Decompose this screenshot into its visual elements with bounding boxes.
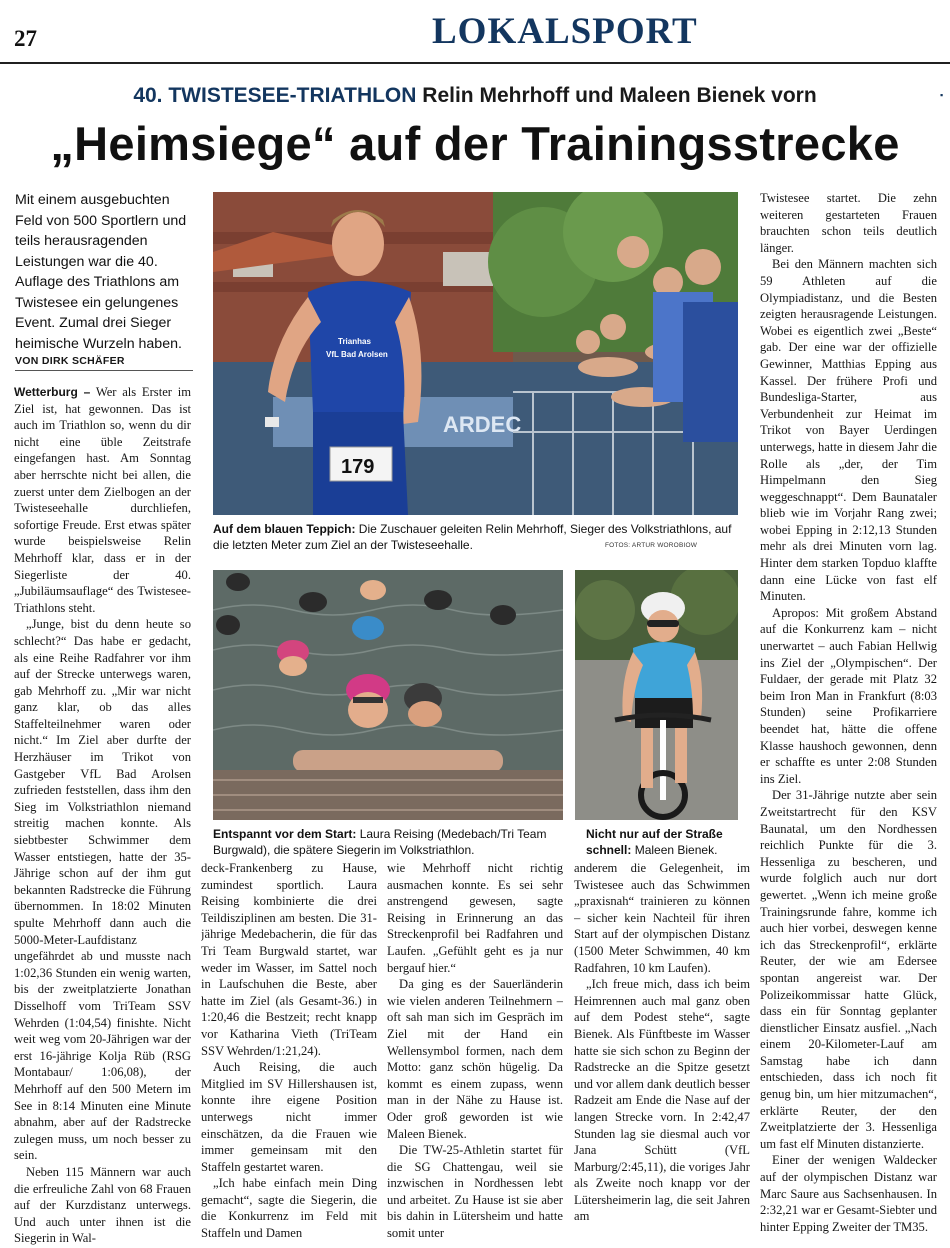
article-headline: „Heimsiege“ auf der Trainingsstrecke — [50, 117, 900, 170]
paragraph: Twistesee startet. Die zehn weiteren gestarteten Frauen brauchten schon teils deutlich länger. — [760, 191, 937, 255]
caption-text: Die Zuschauer geleiten Relin Mehrhoff, Sieger des Volkstriathlons, auf die letzten Meter zum Ziel an der Twisteseehalle. — [213, 522, 732, 552]
paragraph: Da ging es der Sauerländerin wie vielen anderen Teilnehmern – oft sah man sich im Gespräch im Ziel mit der Hand ein Wellensymbol formen, nach dem Motto: ganz schön hügelig. Da kommt es einem zupass, wenn man in der Nähe zu Hause ist. Oder groß geworden ist wie Maleen Bienek. — [387, 977, 563, 1141]
byline-rule — [15, 370, 193, 371]
paragraph: „Ich freue mich, dass ich beim Heimrennen auch mal ganz oben auf dem Podest stehe“, sagte Bienek. Als Fünftbeste im Wasser hatte sie sich schon zu Beginn der Radstrecke an die Spitze gesetzt und vor allem dank deutlich besser Radzeit am Ende die Nase auf der langen Strecke vorn. In 2:42,47 Stunden lag sie diesmal auch vor Jana Schütt (VfL Marburg/2:45,11), die voriges Jahr als Zweite noch knapp vor der Lütersheimerin lag, die seit Jahren am — [574, 977, 750, 1224]
paragraph: Auch Reising, die auch Mitglied im SV Hillershausen ist, konnte ihre eigene Position unterwegs nicht immer einschätzen, da die Frauen wie immer gemeinsam mit den Staffeln gestartet waren. — [201, 1060, 377, 1174]
paragraph — [14, 384, 191, 616]
kicker-topic: 40. TWISTESEE-TRIATHLON — [133, 84, 417, 107]
caption-cyclist — [586, 826, 738, 858]
article-column-2 — [201, 860, 377, 1246]
article-column-1 — [14, 384, 191, 1246]
caption-swim — [213, 826, 563, 858]
edge-mark: ▪ — [940, 90, 944, 100]
caption-text: Maleen Bienek. — [631, 843, 718, 857]
caption-text: Laura Reising (Medebach/Tri Team Burgwald), die spätere Siegerin im Volkstriathlon. — [213, 827, 547, 857]
paragraph: Der 31-Jährige nutzte aber sein Zweitstartrecht für den KSV Baunatal, um den Nordhessen reichlich Punkte für die 3. Hessenliga zu bescheren, und wurde folglich auch nur dort gewertet. „Wenn ich meine große Trainingsrunde fahre, komme ich auch hier vorbei, deswegen kenne ich das Streckenprofil“, erklärte Reuter, der wie am Edersee spontan angereist war. Der Polizeikommissar hatte Glück, dass ein für Sonntag geplanter dienstlicher Einsatz ausfiel. „Nach einem 20-Kilometer-Lauf am Samstag habe ich dann entschieden, dass ich noch fit genug bin, um hier mitzumachen“, erklärte Reuter, der den Zweitplatzierte der 3. Hessenliga um fast elf Minuten distanzierte. — [760, 788, 937, 1151]
photo-cyclist-illustration — [575, 570, 738, 820]
photo-cyclist — [575, 570, 738, 820]
page-number: 27 — [14, 26, 37, 51]
paragraph: Neben 115 Männern war auch die erfreuliche Zahl von 68 Frauen auf der Kurzdistanz unterwegs. Und auch unter ihnen ist die Siegerin in Wal- — [14, 1164, 191, 1246]
section-title: LOKALSPORT — [432, 11, 698, 52]
photo-credit: FOTOS: ARTUR WOROBIOW — [605, 542, 698, 549]
paragraph: Die TW-25-Athletin startet für die SG Chattengau, weil sie inzwischen in Nordhessen lebt und arbeitet. Zu Hause ist sie aber bis dahin in Lütersheim und hatte somit unter — [387, 1143, 563, 1241]
jersey-text-1: Trianhas — [338, 337, 371, 346]
paragraph: wie Mehrhoff nicht richtig ausmachen konnte. Es sei sehr anstrengend gewesen, sagte Reising in Erinnerung an das Streckenprofil bei Radfahren und Laufen. „Gefühlt geht es ja nur bergauf hier.“ — [387, 861, 563, 975]
paragraph: Einer der wenigen Waldecker auf der olympischen Distanz war Marc Saure aus Sachsenhausen. In 2:32,21 war er Gesamt-Siebter und hinter Epping Zweiter der TM35. — [760, 1153, 937, 1234]
jersey-text-2: VfL Bad Arolsen — [326, 350, 388, 359]
paragraph: „Junge, bist du denn heute so schlecht?“ Das habe er gedacht, als eine Reihe Radfahrer vor ihm auf der Strecke unterwegs waren, gab Mehrhoff zu. „Mir war nicht ganz klar, ob das alles Staffelteilnehmer waren oder nicht.“ Im Ziel aber durfte der Herzhäuser im Trikot von Gastgeber VfL Bad Arolsen zufrieden feststellen, dass ihm den Sieg im Volkstriathlon niemand streitig machen konnte. Als siebtbester Schwimmer dem Wasser entstiegen, hatte der 35-Jährige schon auf der ihm gut bekannten Radstrecke die Führung übernommen. In 18:02 Minuten spulte Mehrhoff dann auch die 5000-Meter-Laufdistanz ungefährdet ab und musste nach 1:02,36 Stunden ein wenig warten, bis der zweitplatzierte Jonathan Disselhoff vom TriTeam SSV Wehrden (1:04,54) finishte. Nicht weit weg vom 20-Jährigen war der erst 16-jährige Kolja Rüb (RSG Montabaur/ 1:06,08), der Mehrhoff auf den 500 Metern im See in 8:14 Minuten eine Minute abnahm, aber auf der Radstrecke zulegen muss, um noch besser zu sein. — [14, 617, 191, 1163]
caption-bold: Nicht nur auf der Straße schnell: — [586, 827, 723, 857]
photo-runner — [213, 192, 738, 515]
paragraph: anderem die Gelegenheit, im Twistesee auch das Schwimmen „praxisnah“ trainieren zu können – sicher kein Nachteil für ihren Start auf der olympischen Distanz (1500 Meter Schwimmen, 40 km Radfahren, 10 km Laufen). — [574, 861, 750, 975]
paragraph: „Ich habe einfach mein Ding gemacht“, sagte die Siegerin, die die Konkurrenz im Feld mit Staffeln und Damen — [201, 1176, 377, 1241]
paragraph: Apropos: Mit großem Abstand auf die Konkurrenz kam – nicht unerwartet – auch Fabian Hellwig ins Ziel der „Olympischen“. Der Fuldaer, der gerade mit Platz 32 beim Iron Man in Frankfurt (8:03 Stunden) seine Profikarriere beendet hat, hätte die offene Klasse haushoch gewonnen, denn er schaffte es unter 2:08 Stunden ins Ziel. — [760, 605, 937, 786]
header-rule — [0, 62, 950, 64]
article-column-3 — [387, 860, 563, 1246]
photo-swim-start — [213, 570, 563, 820]
paragraph: deck-Frankenberg zu Hause, zumindest sportlich. Laura Reising kombinierte die drei Teildisziplinen am besten. Die 31-jährige Medebacherin, die für das Tri Team Burgwald startet, war weder im Wasser, im Sattel noch in Laufschuhen die Beste, aber hatte im Ziel (als Gesamt-36.) in 1:20,46 die Bestzeit; recht knapp vor Katharina Vieth (TriTeam SSV Wehrden/1:21,24). — [201, 861, 377, 1058]
paragraph: Bei den Männern machten sich 59 Athleten auf die Olympiadistanz, und die Besten zeigten herausragende Leistungen. Wobei es eigentlich zwei „Beste“ gab. Der eine war der offizielle Gewinner, Matthias Epping aus Kassel. Der frühere Profi und Bundesliga-Starter, aus Verbundenheit zur Heimat im Trikot von Bayer Uerdingen unterwegs, hatte in diesem Jahr die Rolle als „der, der Tim Himpelmann den Sieg weggeschnappt“. Dem Baunataler blieb wie im Vorjahr Rang zwei; wobei Epping in 2:12,13 Stunden mehr als drei Minuten vorn lag. Hinter dem starken Topduo klaffte dann eine Lücke von fast elf Minuten. — [760, 257, 937, 604]
byline: VON DIRK SCHÄFER — [15, 355, 125, 367]
photo-runner-illustration — [213, 192, 738, 515]
paragraph-text: Wer als Erster im Ziel ist, hat gewonnen. Das ist auch im Triathlon so, wenn du dir nicht eine üble Zeitstrafe eingefangen hast. Am Sonntag aber herrschte nicht bei allen, die zuerst unter dem Zielbogen an der Twisteseehalle durchliefen, sofortige Freude. Erst etwas später wurde beispielsweise Relin Mehrhoff klar, dass er in der Siegerliste der 40. „Jubiläumsauflage“ des Twistesee-Triathlons steht. — [14, 385, 191, 615]
caption-bold: Auf dem blauen Teppich: — [213, 522, 356, 536]
dateline: Wetterburg – — [14, 385, 91, 399]
article-intro: Mit einem ausgebuchten Feld von 500 Sportlern und teils herausragenden Leistungen war die 40. Auflage des Triathlons am Twistesee ein gelungenes Event. Zumal drei Sieger heimische Wurzeln haben. — [15, 192, 187, 352]
article-column-5 — [760, 190, 937, 1246]
article-column-4 — [574, 860, 750, 1246]
svg-text:ARDEC: ARDEC — [443, 412, 522, 437]
photo-swim-illustration — [213, 570, 563, 820]
kicker-subline: Relin Mehrhoff und Maleen Bienek vorn — [422, 84, 817, 107]
bib-number: 179 — [341, 456, 375, 478]
article-kicker — [0, 84, 950, 108]
caption-bold: Entspannt vor dem Start: — [213, 827, 357, 841]
